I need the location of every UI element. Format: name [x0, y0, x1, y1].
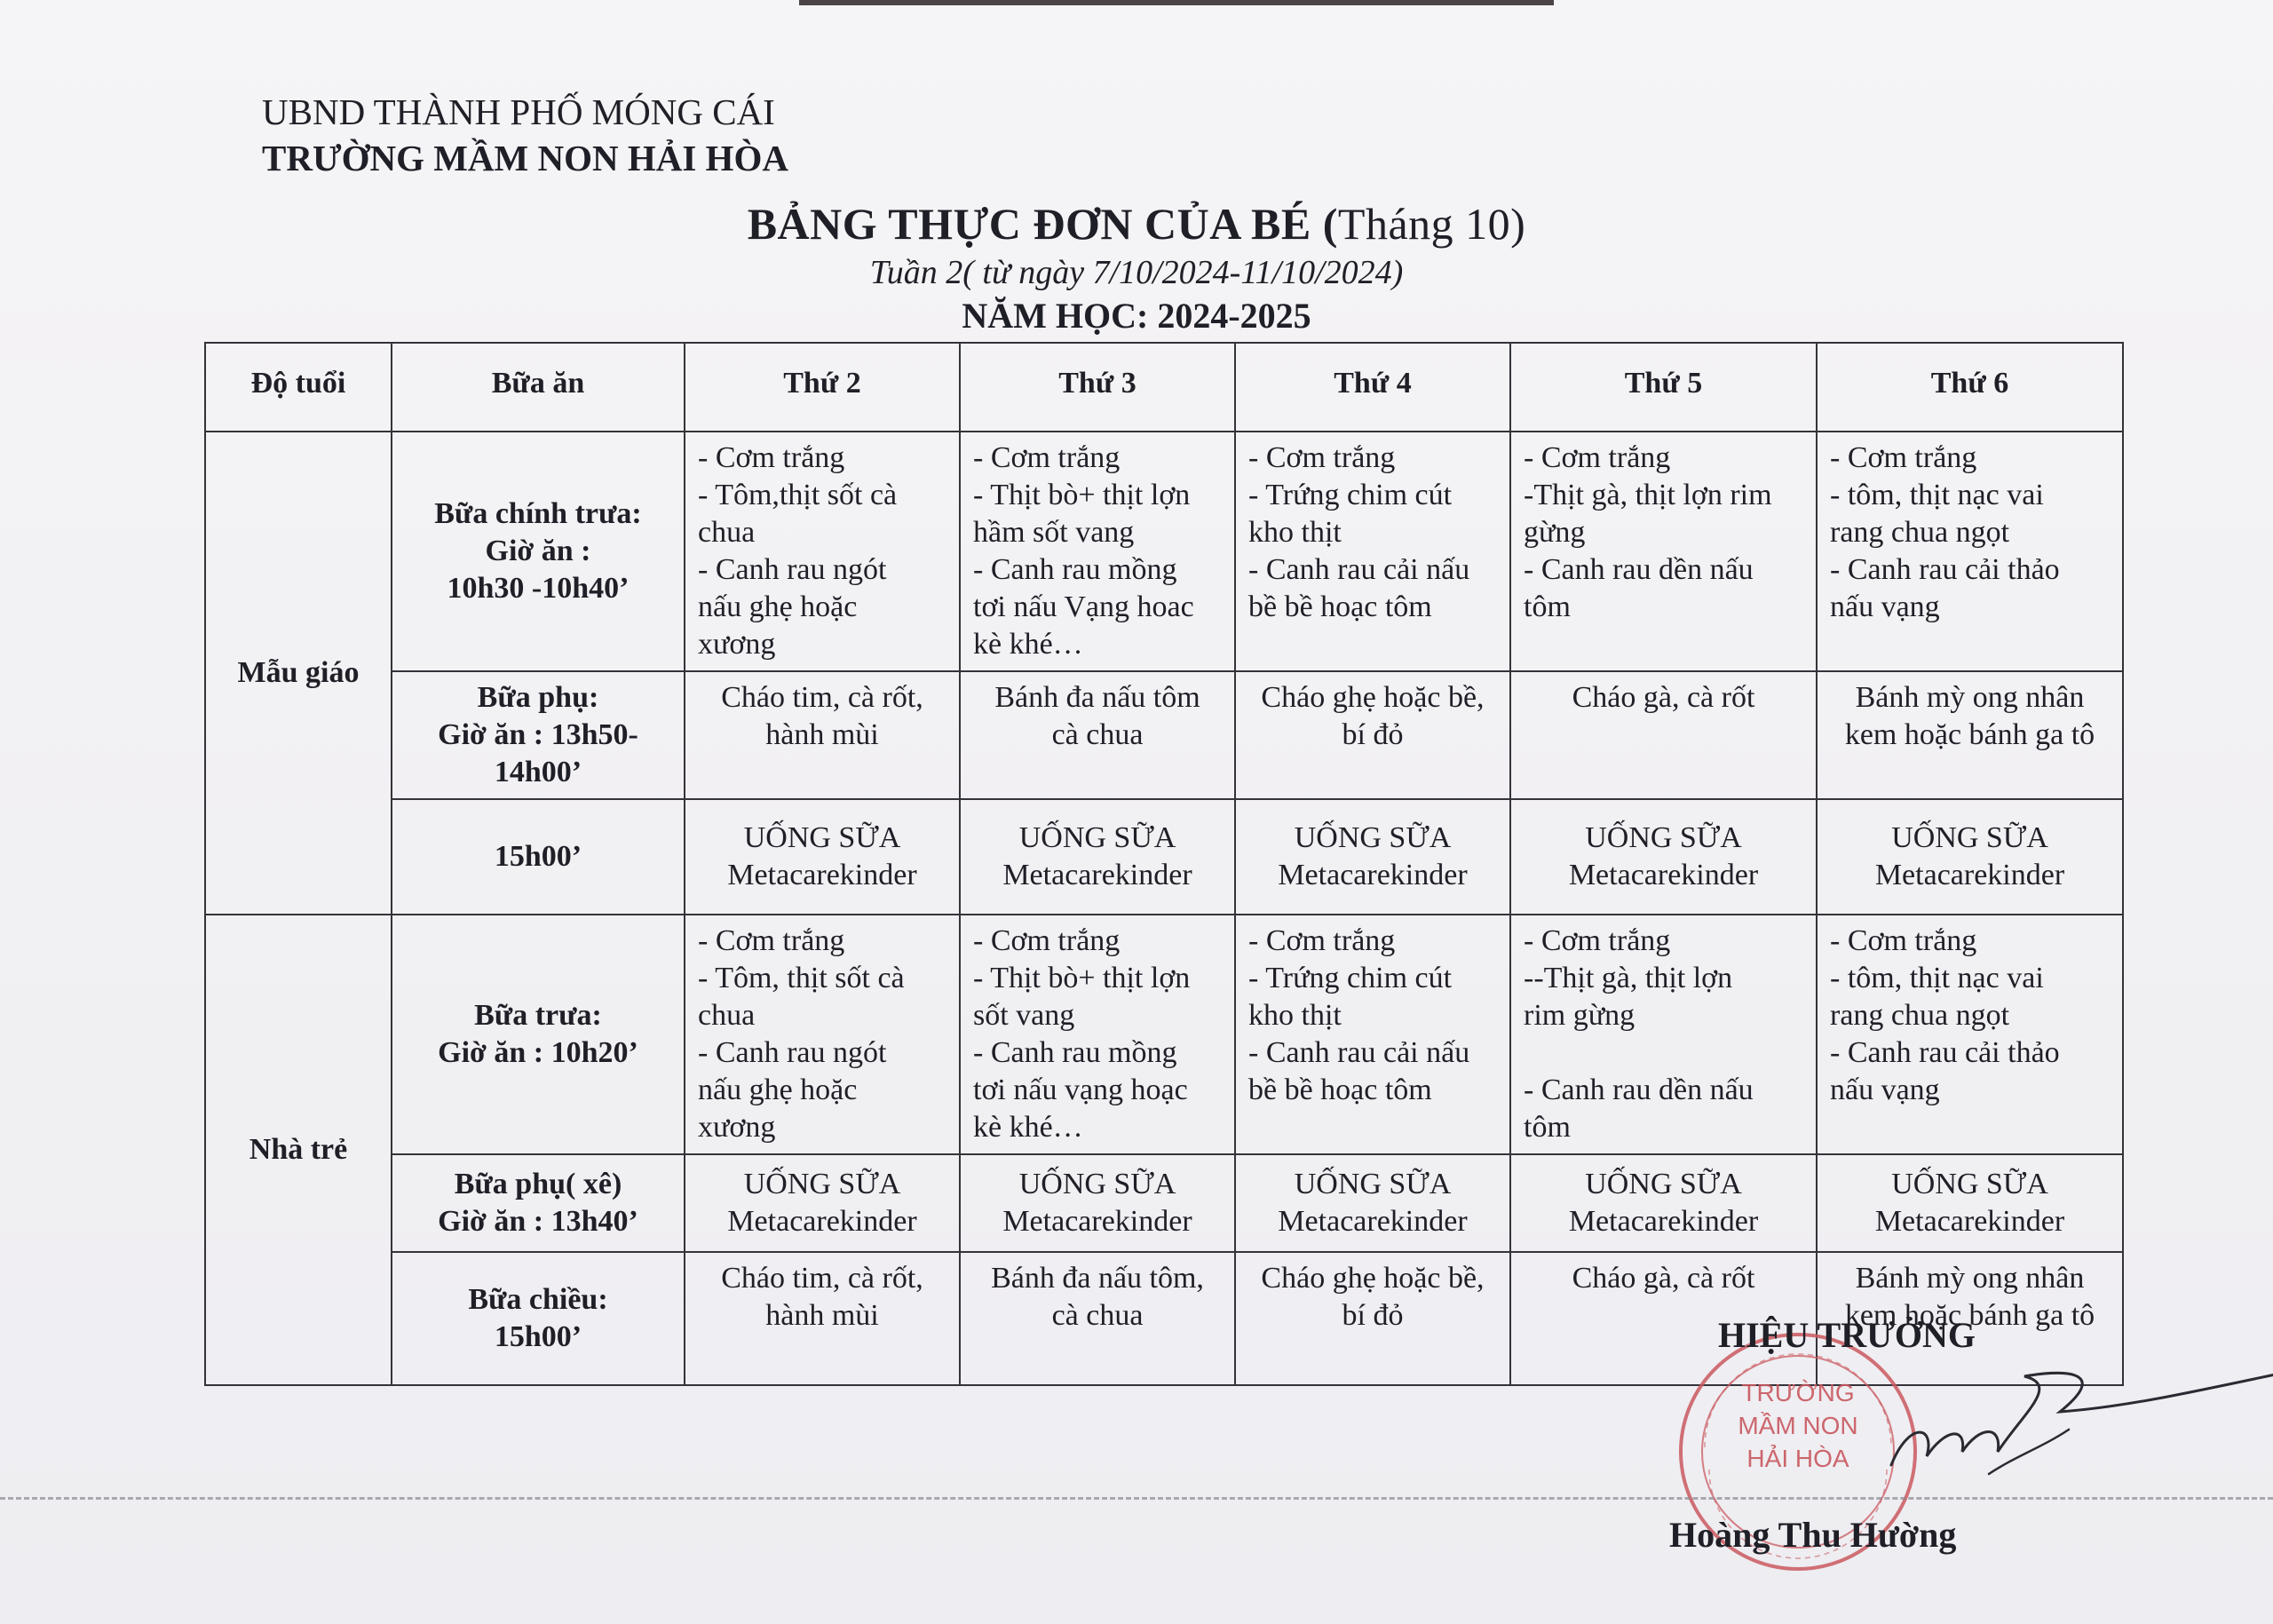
menu-cell — [960, 671, 1235, 799]
dish-line: kè khé… — [973, 628, 1083, 661]
dish-line: - Cơm trắng — [1830, 441, 1977, 474]
menu-cell — [1510, 671, 1817, 799]
dish-line: Cháo tim, cà rốt, — [721, 681, 923, 714]
menu-cell — [685, 1252, 960, 1385]
menu-cell — [960, 1154, 1235, 1252]
menu-cell — [1235, 432, 1510, 671]
age-group-cell: Nhà trẻ — [205, 915, 392, 1385]
meal-line: Giờ ăn : 13h50- — [438, 718, 638, 751]
dish-line: Metacarekinder — [1002, 859, 1192, 891]
meal-line: Bữa phụ: — [477, 681, 599, 714]
org-line-2: TRƯỜNG MẦM NON HẢI HÒA — [262, 138, 788, 178]
table-row — [205, 671, 2123, 799]
header-age: Độ tuổi — [205, 343, 392, 432]
meal-line: 14h00’ — [494, 756, 582, 788]
menu-cell — [1235, 799, 1510, 915]
menu-cell — [1817, 671, 2123, 799]
dish-line: Metacarekinder — [727, 859, 917, 891]
menu-cell — [1235, 671, 1510, 799]
dish-line: UỐNG SỮA — [1294, 1168, 1452, 1200]
header-tue: Thứ 3 — [960, 343, 1235, 432]
dish-line: Metacarekinder — [1278, 859, 1468, 891]
dish-line: Bánh mỳ ong nhân — [1855, 681, 2085, 714]
dish-line: tơi nấu vạng hoạc — [973, 1073, 1188, 1106]
dish-line: nấu ghẹ hoặc — [698, 1073, 858, 1106]
menu-cell — [1817, 799, 2123, 915]
dish-line — [1524, 1034, 1803, 1072]
handwritten-signature — [1811, 1341, 2273, 1518]
title-month: Tháng 10) — [1337, 199, 1526, 249]
dish-line: - Canh rau dền nấu — [1524, 1073, 1754, 1106]
dish-line: hành mùi — [765, 1299, 879, 1332]
meal-line: Bữa phụ( xê) — [454, 1168, 622, 1200]
dish-line: kho thịt — [1248, 516, 1342, 549]
dish-line: - Canh rau cải nấu — [1248, 1036, 1470, 1069]
dish-line: - Canh rau cải thảo — [1830, 553, 2060, 586]
dish-line: kem hoặc bánh ga tô — [1844, 1299, 2095, 1332]
dish-line: kho thịt — [1248, 999, 1342, 1032]
dish-line: nấu vạng — [1830, 1073, 1940, 1106]
menu-cell — [685, 671, 960, 799]
meal-line: Bữa chính trưa: — [434, 497, 642, 530]
dish-line: - Canh rau cải nấu — [1248, 553, 1470, 586]
dish-line: - Canh rau cải thảo — [1830, 1036, 2060, 1069]
header-mon: Thứ 2 — [685, 343, 960, 432]
meal-cell — [392, 1154, 685, 1252]
dish-line: --Thịt gà, thịt lợn — [1524, 962, 1733, 994]
menu-cell — [1510, 915, 1817, 1154]
table-row — [205, 799, 2123, 915]
dish-line: - Trứng chim cút — [1248, 962, 1453, 994]
dish-line: hầm sốt vang — [973, 516, 1135, 549]
dish-line: Metacarekinder — [1874, 859, 2065, 891]
dish-line: - Canh rau ngót — [698, 1036, 887, 1069]
meal-line: Bữa trưa: — [474, 999, 602, 1032]
signer-name: Hoàng Thu Hường — [1669, 1515, 1957, 1555]
dish-line: -Thịt gà, thịt lợn rim — [1524, 479, 1772, 511]
dish-line: UỐNG SỮA — [1585, 1168, 1742, 1200]
dish-line: - Cơm trắng — [1248, 441, 1396, 474]
dish-line: - Canh rau mồng — [973, 553, 1177, 586]
dish-line: UỐNG SỮA — [1018, 1168, 1176, 1200]
dish-line: - tôm, thịt nạc vai — [1830, 962, 2044, 994]
menu-table — [204, 342, 2124, 1386]
menu-cell — [1235, 915, 1510, 1154]
dish-line: - Cơm trắng — [698, 924, 845, 957]
menu-cell — [1235, 1252, 1510, 1385]
dish-line: Metacarekinder — [727, 1205, 917, 1238]
signature-block — [1669, 1305, 2078, 1598]
dish-line: UỐNG SỮA — [743, 1168, 901, 1200]
dish-line: - Tôm,thịt sốt cà — [698, 479, 898, 511]
dish-line: bề bề hoạc tôm — [1248, 1073, 1432, 1106]
dish-line: - Thịt bò+ thịt lợn — [973, 479, 1191, 511]
menu-cell — [960, 799, 1235, 915]
school-year: NĂM HỌC: 2024-2025 — [962, 296, 1311, 336]
table-row — [205, 432, 2123, 671]
dish-line: rang chua ngọt — [1830, 516, 2010, 549]
dish-line: tơi nấu Vạng hoac — [973, 590, 1194, 623]
meal-cell — [392, 1252, 685, 1385]
dish-line: kem hoặc bánh ga tô — [1844, 718, 2095, 751]
dish-line: bề bề hoạc tôm — [1248, 590, 1432, 623]
table-header-row — [205, 343, 2123, 432]
dish-line: xương — [698, 628, 776, 661]
menu-cell — [1817, 432, 2123, 671]
meal-line: Giờ ăn : 13h40’ — [438, 1205, 638, 1238]
dish-line: - tôm, thịt nạc vai — [1830, 479, 2044, 511]
dish-line: cà chua — [1051, 718, 1144, 751]
dish-line: Cháo gà, cà rốt — [1572, 681, 1755, 714]
dish-line: Metacarekinder — [1278, 1205, 1468, 1238]
meal-line: 15h00’ — [494, 840, 582, 873]
menu-cell — [685, 915, 960, 1154]
dish-line: cà chua — [1051, 1299, 1144, 1332]
dish-line: - Canh rau mồng — [973, 1036, 1177, 1069]
dish-line: UỐNG SỮA — [1891, 821, 2048, 854]
meal-cell — [392, 915, 685, 1154]
dish-line: bí đỏ — [1342, 718, 1404, 751]
dish-line: Bánh đa nấu tôm, — [991, 1262, 1204, 1295]
dish-line: hành mùi — [765, 718, 879, 751]
dish-line: Cháo ghẹ hoặc bề, — [1261, 681, 1485, 714]
dish-line: tôm — [1524, 1111, 1571, 1144]
dish-line: - Cơm trắng — [1830, 924, 1977, 957]
header-meal: Bữa ăn — [392, 343, 685, 432]
dish-line: UỐNG SỮA — [743, 821, 901, 854]
table-row — [205, 1154, 2123, 1252]
menu-cell — [1510, 799, 1817, 915]
meal-line: Bữa chiều: — [468, 1283, 608, 1316]
dish-line: Metacarekinder — [1568, 859, 1759, 891]
dish-line: Cháo gà, cà rốt — [1572, 1262, 1755, 1295]
dish-line: rim gừng — [1524, 999, 1635, 1032]
document-title — [0, 197, 2273, 250]
dish-line: - Canh rau ngót — [698, 553, 887, 586]
title-main: BẢNG THỰC ĐƠN CỦA BÉ ( — [747, 199, 1338, 249]
dish-line: xương — [698, 1111, 776, 1144]
meal-line: Giờ ăn : 10h20’ — [438, 1036, 638, 1069]
dish-line: Cháo ghẹ hoặc bề, — [1261, 1262, 1485, 1295]
dish-line: - Cơm trắng — [1524, 441, 1671, 474]
document-header — [262, 89, 788, 181]
menu-cell — [1235, 1154, 1510, 1252]
header-fri: Thứ 6 — [1817, 343, 2123, 432]
dish-line: - Trứng chim cút — [1248, 479, 1453, 511]
dish-line: chua — [698, 999, 756, 1032]
menu-cell — [1510, 1154, 1817, 1252]
menu-cell — [960, 432, 1235, 671]
dish-line: Metacarekinder — [1002, 1205, 1192, 1238]
dish-line: Bánh mỳ ong nhân — [1855, 1262, 2085, 1295]
menu-cell — [960, 1252, 1235, 1385]
dish-line: nấu vạng — [1830, 590, 1940, 623]
dish-line: sốt vang — [973, 999, 1075, 1032]
dish-line: - Thịt bò+ thịt lợn — [973, 962, 1191, 994]
dish-line: Metacarekinder — [1568, 1205, 1759, 1238]
dish-line: - Cơm trắng — [698, 441, 845, 474]
dish-line: Bánh đa nấu tôm — [994, 681, 1200, 714]
menu-cell — [685, 432, 960, 671]
meal-cell — [392, 671, 685, 799]
menu-cell — [960, 915, 1235, 1154]
menu-cell — [685, 799, 960, 915]
meal-cell — [392, 799, 685, 915]
menu-cell — [1510, 432, 1817, 671]
dish-line: Metacarekinder — [1874, 1205, 2065, 1238]
principal-title: HIỆU TRƯỞNG — [1718, 1315, 1976, 1355]
stamp-line-1: TRƯỜNG — [1741, 1379, 1855, 1406]
dish-line: Cháo tim, cà rốt, — [721, 1262, 923, 1295]
dish-line: chua — [698, 516, 756, 549]
dish-line: UỐNG SỮA — [1585, 821, 1742, 854]
stamp-line-3: HẢI HÒA — [1746, 1445, 1849, 1472]
menu-cell — [1817, 915, 2123, 1154]
dish-line: rang chua ngọt — [1830, 999, 2010, 1032]
header-thu: Thứ 5 — [1510, 343, 1817, 432]
stamp-line-2: MẦM NON — [1738, 1412, 1858, 1439]
dish-line: - Cơm trắng — [973, 924, 1121, 957]
meal-cell — [392, 432, 685, 671]
dish-line: - Tôm, thịt sốt cà — [698, 962, 905, 994]
meal-line: 15h00’ — [494, 1320, 582, 1353]
dish-line: - Canh rau dền nấu — [1524, 553, 1754, 586]
header-wed: Thứ 4 — [1235, 343, 1510, 432]
dish-line: - Cơm trắng — [1524, 924, 1671, 957]
fold-dash-line — [0, 1497, 2273, 1500]
dish-line: - Cơm trắng — [973, 441, 1121, 474]
dish-line: UỐNG SỮA — [1294, 821, 1452, 854]
dish-line: kè khé… — [973, 1111, 1083, 1144]
dish-line: tôm — [1524, 590, 1571, 623]
table-row — [205, 915, 2123, 1154]
dish-line: UỐNG SỮA — [1891, 1168, 2048, 1200]
week-range: Tuần 2( từ ngày 7/10/2024-11/10/2024) — [869, 254, 1404, 291]
menu-cell — [1817, 1154, 2123, 1252]
dish-line: bí đỏ — [1342, 1299, 1404, 1332]
dish-line: nấu ghẹ hoặc — [698, 590, 858, 623]
org-line-1: UBND THÀNH PHỐ MÓNG CÁI — [262, 91, 775, 132]
age-group-cell: Mẫu giáo — [205, 432, 392, 915]
dish-line: - Cơm trắng — [1248, 924, 1396, 957]
meal-line: Giờ ăn : — [485, 535, 591, 567]
menu-cell — [685, 1154, 960, 1252]
top-edge-band — [799, 0, 1554, 5]
dish-line: UỐNG SỮA — [1018, 821, 1176, 854]
meal-line: 10h30 -10h40’ — [447, 572, 630, 605]
dish-line: gừng — [1524, 516, 1586, 549]
